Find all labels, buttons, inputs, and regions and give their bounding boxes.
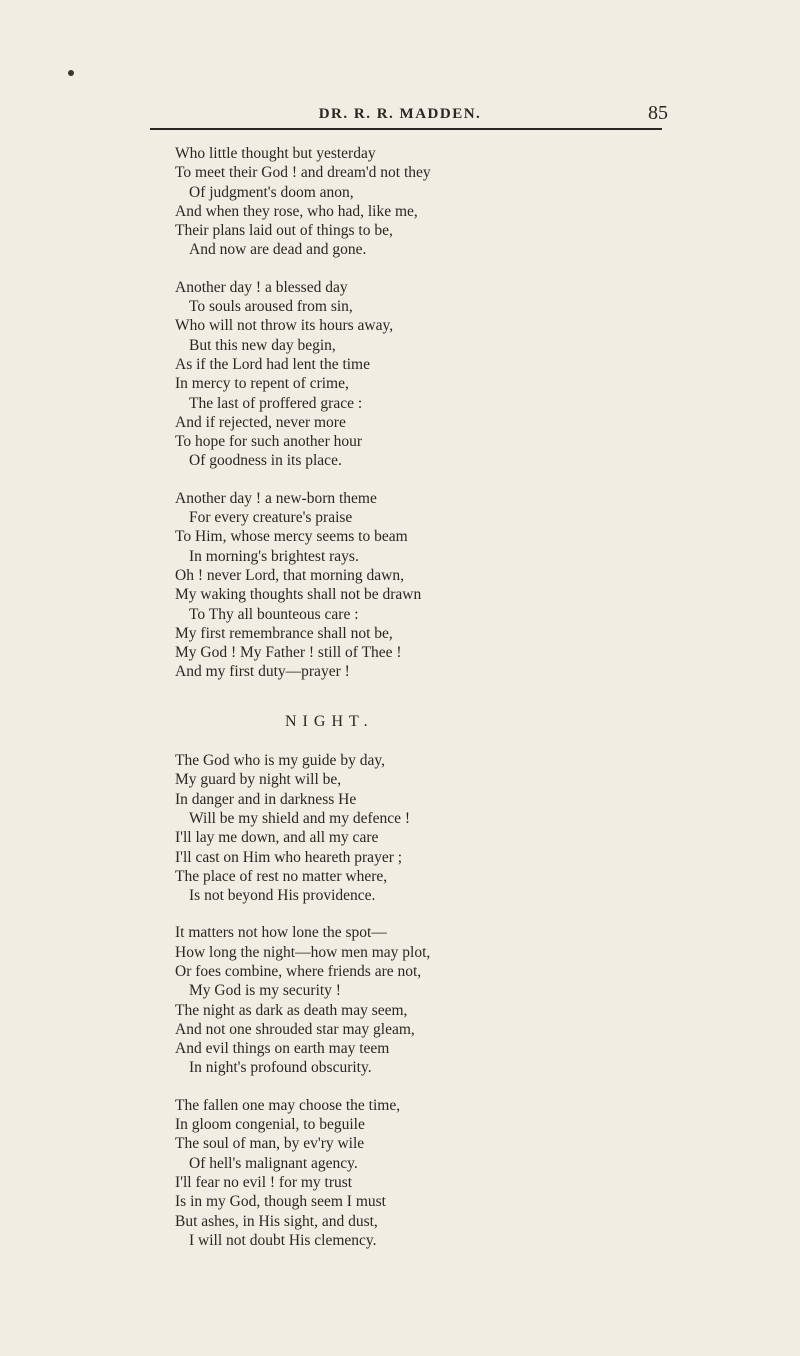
- page-mark: [68, 70, 74, 76]
- poem-line: I will not doubt His clemency.: [189, 1231, 377, 1249]
- poem-line: Of judgment's doom anon,: [189, 183, 354, 201]
- poem-line: My first remembrance shall not be,: [175, 624, 393, 642]
- poem-line: To hope for such another hour: [175, 433, 363, 451]
- poem-line: In gloom congenial, to beguile: [175, 1116, 365, 1134]
- poem-line: My guard by night will be,: [175, 771, 342, 789]
- poem-line: Or foes combine, where friends are not,: [175, 962, 422, 980]
- stanza: [175, 1096, 715, 1250]
- poem-line: Who will not throw its hours away,: [175, 317, 394, 335]
- running-head: DR. R. R. MADDEN.: [318, 106, 482, 122]
- poem-line: Oh ! never Lord, that morning dawn,: [175, 566, 404, 584]
- poem-line: Is in my God, though seem I must: [175, 1193, 386, 1211]
- poem-line: Who little thought but yesterday: [175, 145, 376, 162]
- header-rule: [150, 128, 662, 130]
- poem-line: Of goodness in its place.: [189, 452, 342, 470]
- poem-line: The night as dark as death may seem,: [175, 1001, 408, 1019]
- poem-line: And when they rose, who had, like me,: [175, 202, 418, 220]
- poem-line: In danger and in darkness He: [175, 790, 357, 808]
- poem-line: My God is my security !: [189, 982, 341, 1000]
- poem-line: For every creature's praise: [189, 509, 353, 527]
- poem-line: The soul of man, by ev'ry wile: [175, 1135, 365, 1153]
- poem-line: The fallen one may choose the time,: [175, 1096, 401, 1114]
- poem-line: To souls aroused from sin,: [189, 298, 353, 316]
- poem-line: Their plans laid out of things to be,: [175, 222, 393, 240]
- poem-line: In night's profound obscurity.: [189, 1059, 372, 1077]
- poem-line: Another day ! a blessed day: [175, 278, 348, 296]
- poem-line: Will be my shield and my defence !: [189, 809, 411, 827]
- poem-line: How long the night—how men may plot,: [175, 943, 431, 961]
- poem-line: To Thy all bounteous care :: [189, 605, 359, 623]
- poem-line: My waking thoughts shall not be drawn: [175, 586, 422, 604]
- stanza: [175, 489, 715, 682]
- poem-line: It matters not how lone the spot—: [175, 924, 387, 942]
- page-number: 85: [648, 102, 668, 124]
- poem-line: The God who is my guide by day,: [175, 752, 385, 770]
- poem-line: My God ! My Father ! still of Thee !: [175, 644, 402, 662]
- poem-line: And my first duty—prayer !: [175, 663, 350, 681]
- poem-line: In mercy to repent of crime,: [175, 375, 349, 393]
- poem-line: And if rejected, never more: [175, 413, 346, 431]
- poem-line: Is not beyond His providence.: [189, 887, 376, 905]
- poem-line: Another day ! a new-born theme: [175, 489, 377, 507]
- poem-line: To meet their God ! and dream'd not they: [175, 164, 431, 182]
- poem-line: I'll fear no evil ! for my trust: [175, 1173, 353, 1191]
- poem-line: Of hell's malignant agency.: [189, 1154, 358, 1172]
- poem-line: And now are dead and gone.: [189, 241, 367, 259]
- poem-line: But this new day begin,: [189, 336, 336, 354]
- poem-line: And not one shrouded star may gleam,: [175, 1020, 415, 1038]
- poem-body: [175, 144, 715, 1268]
- stanza: [175, 923, 715, 1077]
- stanza: [175, 144, 715, 260]
- poem-line: As if the Lord had lent the time: [175, 355, 370, 373]
- poem-line: In morning's brightest rays.: [189, 547, 359, 565]
- poem-line: But ashes, in His sight, and dust,: [175, 1212, 378, 1230]
- poem-line: The place of rest no matter where,: [175, 867, 388, 885]
- poem-line: To Him, whose mercy seems to beam: [175, 528, 408, 546]
- poem-line: I'll cast on Him who heareth prayer ;: [175, 848, 403, 866]
- page-header: [0, 102, 800, 130]
- poem-line: And evil things on earth may teem: [175, 1040, 390, 1058]
- stanza: [175, 751, 715, 905]
- stanza: [175, 278, 715, 471]
- poem-line: I'll lay me down, and all my care: [175, 829, 379, 847]
- section-title: NIGHT.: [285, 712, 374, 730]
- poem-line: The last of proffered grace :: [189, 394, 363, 412]
